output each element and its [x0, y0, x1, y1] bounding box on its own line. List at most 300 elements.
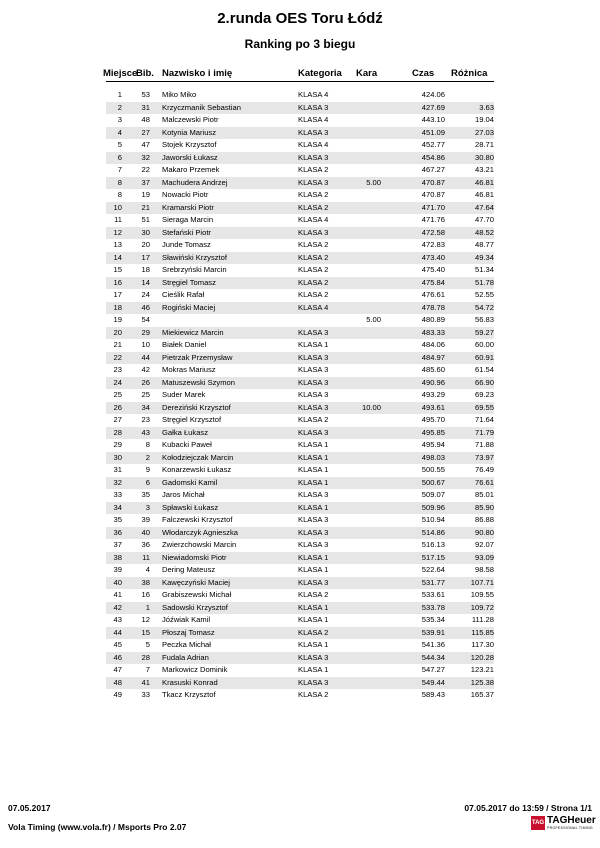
table-row	[106, 327, 494, 340]
cell-diff: 92.07	[474, 540, 494, 549]
cell-category: KLASA 4	[298, 215, 329, 224]
cell-name: Jaros Michał	[162, 490, 205, 499]
cell-category: KLASA 3	[298, 427, 329, 437]
table-row	[106, 389, 494, 402]
table-row	[106, 477, 494, 490]
cell-category: KLASA 1	[298, 602, 329, 612]
cell-time: 493.29	[421, 390, 445, 399]
cell-name: Jóźwiak Kamil	[162, 615, 211, 624]
cell-position: 49	[113, 690, 122, 699]
cell-position: 5	[117, 140, 122, 149]
table-row	[106, 602, 494, 615]
logo-text: TAGHeuer	[547, 815, 596, 826]
cell-name: Miko Miko	[162, 90, 197, 99]
cell-position: 37	[113, 540, 122, 549]
cell-category: KLASA 1	[298, 665, 329, 674]
table-row	[106, 214, 494, 227]
table-row	[106, 427, 494, 440]
table-row	[106, 189, 494, 202]
table-row	[106, 489, 494, 502]
cell-bib: 29	[141, 327, 150, 337]
cell-bib: 31	[141, 102, 150, 112]
table-row	[106, 589, 494, 602]
cell-diff: 59.27	[474, 327, 494, 337]
cell-category: KLASA 2	[298, 240, 329, 249]
cell-time: 533.78	[421, 602, 445, 612]
cell-penalty: 5.00	[366, 177, 381, 187]
cell-name: Makaro Przemek	[162, 165, 220, 174]
cell-position: 26	[113, 402, 122, 412]
cell-time: 522.64	[421, 565, 445, 574]
cell-time: 476.61	[421, 290, 445, 299]
cell-category: KLASA 4	[298, 90, 329, 99]
cell-position: 40	[113, 577, 122, 587]
cell-diff: 73.97	[474, 452, 494, 462]
cell-category: KLASA 2	[298, 202, 329, 212]
cell-diff: 60.91	[474, 352, 494, 362]
cell-name: Rogiński Maciej	[162, 302, 216, 312]
table-row	[106, 239, 494, 252]
table-row	[106, 527, 494, 540]
cell-bib: 7	[145, 665, 150, 674]
cell-bib: 44	[141, 352, 150, 362]
cell-position: 28	[113, 427, 122, 437]
tagheuer-logo	[531, 815, 596, 831]
table-row	[106, 402, 494, 415]
table-row	[106, 177, 494, 190]
cell-diff: 98.58	[474, 565, 494, 574]
cell-diff: 69.23	[474, 390, 494, 399]
cell-position: 11	[114, 215, 122, 224]
cell-bib: 42	[141, 365, 150, 374]
cell-position: 22	[113, 352, 122, 362]
cell-name: Stefański Piotr	[162, 227, 211, 237]
cell-category: KLASA 3	[298, 390, 329, 399]
column-header-name: Nazwisko i imię	[162, 68, 233, 79]
cell-diff: 43.21	[474, 165, 494, 174]
cell-diff: 93.09	[474, 552, 494, 562]
cell-diff: 54.72	[474, 302, 494, 312]
cell-name: Stojek Krzysztof	[162, 140, 217, 149]
cell-category: KLASA 1	[298, 565, 329, 574]
table-row	[106, 652, 494, 665]
cell-category: KLASA 3	[298, 402, 329, 412]
cell-time: 467.27	[421, 165, 445, 174]
cell-penalty: 5.00	[366, 315, 381, 324]
cell-name: Gadomski Kamil	[162, 477, 218, 487]
cell-time: 531.77	[421, 577, 445, 587]
cell-time: 498.03	[421, 452, 445, 462]
column-header-time: Czas	[412, 68, 435, 79]
cell-name: Zwierzchowski Marcin	[162, 540, 237, 549]
cell-position: 1	[117, 90, 122, 99]
cell-position: 31	[113, 465, 122, 474]
cell-category: KLASA 3	[298, 177, 329, 187]
cell-bib: 39	[141, 515, 150, 524]
cell-bib: 9	[145, 465, 150, 474]
cell-name: Kawęczyński Maciej	[162, 577, 230, 587]
cell-position: 38	[113, 552, 122, 562]
cell-diff: 115.85	[471, 627, 494, 637]
cell-category: KLASA 3	[298, 352, 329, 362]
cell-category: KLASA 2	[298, 190, 329, 199]
cell-time: 427.69	[421, 102, 445, 112]
cell-category: KLASA 4	[298, 115, 329, 124]
cell-name: Pietrzak Przemysław	[162, 352, 233, 362]
cell-diff: 19.04	[474, 115, 494, 124]
cell-diff: 30.80	[474, 152, 494, 162]
cell-bib: 34	[141, 402, 150, 412]
cell-position: 33	[113, 490, 122, 499]
cell-diff: 109.72	[470, 602, 494, 612]
cell-bib: 11	[142, 552, 150, 562]
cell-bib: 14	[141, 277, 150, 287]
cell-diff: 28.71	[474, 140, 494, 149]
cell-position: 23	[113, 365, 122, 374]
cell-name: Gałka Łukasz	[162, 427, 209, 437]
cell-bib: 8	[145, 440, 150, 449]
cell-time: 470.87	[421, 190, 445, 199]
cell-bib: 5	[145, 640, 150, 649]
cell-bib: 17	[141, 252, 150, 262]
cell-diff: 85.01	[474, 490, 494, 499]
cell-bib: 24	[141, 290, 150, 299]
cell-position: 18	[113, 302, 122, 312]
cell-time: 500.67	[421, 477, 445, 487]
cell-position: 10	[113, 202, 122, 212]
cell-position: 3	[117, 115, 122, 124]
cell-time: 475.40	[421, 265, 445, 274]
footer-printed: 07.05.2017 do 13:59 / Strona 1/1	[464, 803, 592, 813]
cell-category: KLASA 4	[298, 302, 329, 312]
cell-name: Nowacki Piotr	[162, 190, 209, 199]
cell-position: 17	[113, 290, 122, 299]
cell-bib: 35	[141, 490, 150, 499]
cell-name: Krzyczmanik Sebastian	[162, 102, 241, 112]
table-row	[106, 664, 494, 677]
table-row	[106, 627, 494, 640]
table-row	[106, 364, 494, 377]
cell-position: 36	[113, 527, 122, 537]
cell-bib: 32	[141, 152, 150, 162]
cell-time: 424.06	[421, 90, 445, 99]
cell-category: KLASA 2	[298, 265, 329, 274]
cell-position: 14	[113, 252, 122, 262]
cell-bib: 26	[141, 377, 150, 387]
cell-bib: 51	[141, 215, 150, 224]
cell-bib: 18	[141, 265, 150, 274]
cell-diff: 71.88	[474, 440, 494, 449]
table-row	[106, 252, 494, 265]
cell-position: 48	[113, 677, 122, 687]
cell-position: 21	[113, 340, 122, 349]
cell-time: 472.58	[421, 227, 445, 237]
table-row	[106, 552, 494, 565]
table-row	[106, 164, 494, 177]
cell-category: KLASA 2	[298, 690, 329, 699]
column-header-bib: Bib.	[136, 68, 154, 79]
cell-diff: 27.03	[474, 127, 494, 137]
table-row	[106, 577, 494, 590]
cell-category: KLASA 2	[298, 590, 329, 599]
cell-category: KLASA 2	[298, 627, 329, 637]
cell-position: 32	[113, 477, 122, 487]
cell-name: Kołodziejczak Marcin	[162, 452, 234, 462]
cell-name: Fudala Adrian	[162, 652, 209, 662]
cell-name: Kubacki Paweł	[162, 440, 212, 449]
cell-diff: 117.30	[471, 640, 494, 649]
table-row	[106, 289, 494, 302]
cell-bib: 48	[141, 115, 150, 124]
cell-bib: 16	[141, 590, 150, 599]
cell-category: KLASA 3	[298, 152, 329, 162]
cell-position: 4	[117, 127, 122, 137]
cell-name: Suder Marek	[162, 390, 206, 399]
cell-position: 47	[113, 665, 122, 674]
cell-diff: 76.49	[474, 465, 494, 474]
cell-bib: 46	[141, 302, 150, 312]
cell-category: KLASA 1	[298, 477, 329, 487]
cell-position: 25	[113, 390, 122, 399]
cell-bib: 22	[141, 165, 150, 174]
cell-time: 451.09	[421, 127, 445, 137]
cell-diff: 85.90	[474, 502, 494, 512]
cell-name: Krasuski Konrad	[162, 677, 218, 687]
cell-name: Sławiński Krzysztof	[162, 252, 227, 262]
cell-time: 495.85	[421, 427, 445, 437]
cell-position: 2	[117, 102, 122, 112]
cell-time: 483.33	[421, 327, 445, 337]
cell-time: 509.07	[421, 490, 445, 499]
cell-category: KLASA 3	[298, 490, 329, 499]
cell-position: 7	[117, 165, 122, 174]
cell-category: KLASA 1	[298, 502, 329, 512]
cell-time: 454.86	[421, 152, 445, 162]
cell-time: 517.15	[421, 552, 445, 562]
cell-name: Malczewski Piotr	[162, 115, 219, 124]
tagheuer-shield-icon: TAG	[531, 816, 545, 830]
cell-diff: 111.28	[471, 615, 494, 624]
cell-time: 484.97	[421, 352, 445, 362]
cell-time: 493.61	[421, 402, 445, 412]
table-row	[106, 264, 494, 277]
cell-diff: 120.28	[470, 652, 494, 662]
logo-subtext: PROFESSIONAL TIMING	[547, 826, 593, 830]
table-row	[106, 452, 494, 465]
cell-position: 24	[113, 377, 122, 387]
cell-time: 443.10	[421, 115, 445, 124]
cell-diff: 125.38	[470, 677, 494, 687]
cell-time: 495.94	[421, 440, 445, 449]
cell-category: KLASA 3	[298, 327, 329, 337]
table-row	[106, 202, 494, 215]
cell-time: 473.40	[421, 252, 445, 262]
cell-category: KLASA 4	[298, 140, 329, 149]
cell-name: Tkacz Krzysztof	[162, 690, 216, 699]
cell-position: 39	[113, 565, 122, 574]
cell-category: KLASA 1	[298, 552, 329, 562]
cell-category: KLASA 3	[298, 527, 329, 537]
page-title: 2.runda OES Toru Łódź	[217, 10, 383, 27]
cell-time: 516.13	[421, 540, 445, 549]
cell-position: 8	[117, 190, 122, 199]
cell-position: 46	[113, 652, 122, 662]
table-row	[106, 302, 494, 315]
cell-bib: 10	[141, 340, 150, 349]
cell-position: 8	[117, 177, 122, 187]
cell-category: KLASA 1	[298, 452, 329, 462]
cell-category: KLASA 2	[298, 415, 329, 424]
cell-bib: 19	[141, 190, 150, 199]
cell-time: 549.44	[421, 677, 445, 687]
cell-diff: 107.71	[470, 577, 494, 587]
cell-name: Falczewski Krzysztof	[162, 515, 233, 524]
cell-category: KLASA 2	[298, 252, 329, 262]
cell-position: 43	[113, 615, 122, 624]
cell-name: Sadowski Krzysztof	[162, 602, 228, 612]
cell-bib: 15	[141, 627, 150, 637]
cell-diff: 46.81	[474, 177, 494, 187]
cell-name: Junde Tomasz	[162, 240, 211, 249]
cell-category: KLASA 2	[298, 290, 329, 299]
column-header-diff: Różnica	[451, 68, 488, 79]
cell-name: Mokras Mariusz	[162, 365, 216, 374]
cell-time: 509.96	[421, 502, 445, 512]
cell-diff: 71.64	[474, 415, 494, 424]
cell-position: 35	[113, 515, 122, 524]
cell-bib: 27	[141, 127, 150, 137]
cell-name: Miekiewicz Marcin	[162, 327, 224, 337]
cell-diff: 49.34	[474, 252, 494, 262]
cell-bib: 33	[141, 690, 150, 699]
table-row	[106, 314, 494, 327]
cell-bib: 23	[141, 415, 150, 424]
cell-diff: 3.63	[479, 102, 494, 112]
table-row	[106, 677, 494, 690]
cell-category: KLASA 1	[298, 440, 329, 449]
cell-time: 544.34	[421, 652, 445, 662]
cell-bib: 3	[145, 502, 150, 512]
table-row	[106, 464, 494, 477]
cell-bib: 28	[141, 652, 150, 662]
cell-penalty: 10.00	[361, 402, 381, 412]
cell-name: Białek Daniel	[162, 340, 207, 349]
cell-category: KLASA 3	[298, 577, 329, 587]
cell-bib: 2	[145, 452, 150, 462]
cell-diff: 165.37	[470, 690, 494, 699]
cell-diff: 48.52	[474, 227, 494, 237]
cell-time: 510.94	[421, 515, 445, 524]
table-row	[106, 514, 494, 527]
cell-position: 34	[113, 502, 122, 512]
table-row	[106, 339, 494, 352]
cell-position: 12	[113, 227, 122, 237]
header-divider	[106, 81, 494, 82]
cell-position: 27	[113, 415, 122, 424]
cell-name: Sieraga Marcin	[162, 215, 214, 224]
footer-date: 07.05.2017	[8, 803, 51, 813]
cell-diff: 66.90	[474, 377, 494, 387]
cell-name: Matuszewski Szymon	[162, 377, 236, 387]
table-row	[106, 564, 494, 577]
cell-diff: 76.61	[474, 477, 494, 487]
cell-diff: 61.54	[474, 365, 494, 374]
cell-name: Cieślik Rafał	[162, 290, 205, 299]
cell-time: 535.34	[421, 615, 445, 624]
cell-diff: 123.21	[470, 665, 494, 674]
cell-bib: 4	[145, 565, 150, 574]
table-row	[106, 377, 494, 390]
cell-diff: 47.70	[474, 215, 494, 224]
cell-category: KLASA 3	[298, 652, 329, 662]
cell-bib: 43	[141, 427, 150, 437]
table-row	[106, 227, 494, 240]
cell-category: KLASA 2	[298, 165, 329, 174]
cell-diff: 52.55	[474, 290, 494, 299]
cell-diff: 60.00	[474, 340, 494, 349]
cell-time: 472.83	[421, 240, 445, 249]
cell-time: 533.61	[421, 590, 445, 599]
cell-time: 500.55	[421, 465, 445, 474]
cell-bib: 20	[141, 240, 150, 249]
cell-time: 471.70	[421, 202, 445, 212]
cell-diff: 56.83	[474, 315, 494, 324]
cell-diff: 71.79	[474, 427, 494, 437]
cell-time: 470.87	[421, 177, 445, 187]
cell-time: 539.91	[421, 627, 445, 637]
cell-category: KLASA 3	[298, 102, 329, 112]
cell-bib: 47	[141, 140, 150, 149]
cell-name: Płoszaj Tomasz	[162, 627, 215, 637]
cell-category: KLASA 1	[298, 340, 329, 349]
cell-time: 589.43	[421, 690, 445, 699]
cell-name: Dering Mateusz	[162, 565, 216, 574]
table-row	[106, 439, 494, 452]
table-row	[106, 414, 494, 427]
cell-category: KLASA 3	[298, 365, 329, 374]
cell-position: 44	[113, 627, 122, 637]
cell-category: KLASA 1	[298, 615, 329, 624]
cell-category: KLASA 3	[298, 127, 329, 137]
cell-time: 478.78	[421, 302, 445, 312]
cell-position: 16	[113, 277, 122, 287]
table-row	[106, 502, 494, 515]
cell-diff: 48.77	[474, 240, 494, 249]
cell-name: Kramarski Piotr	[162, 202, 214, 212]
cell-diff: 47.64	[474, 202, 494, 212]
cell-bib: 41	[141, 677, 150, 687]
cell-name: Peczka Michał	[162, 640, 211, 649]
cell-bib: 6	[145, 477, 150, 487]
table-row	[106, 114, 494, 127]
cell-position: 42	[113, 602, 122, 612]
cell-name: Srebrzyński Marcin	[162, 265, 227, 274]
table-row	[106, 539, 494, 552]
table-row	[106, 89, 494, 102]
cell-time: 547.27	[421, 665, 445, 674]
cell-diff: 86.88	[474, 515, 494, 524]
footer-credit: Vola Timing (www.vola.fr) / Msports Pro 2.07	[8, 822, 187, 832]
cell-position: 13	[113, 240, 122, 249]
cell-diff: 51.78	[474, 277, 494, 287]
cell-name: Dereziński Krzysztof	[162, 402, 231, 412]
table-row	[106, 614, 494, 627]
cell-category: KLASA 3	[298, 515, 329, 524]
cell-time: 514.86	[421, 527, 445, 537]
column-header-category: Kategoria	[298, 68, 342, 79]
cell-bib: 1	[145, 602, 150, 612]
column-header-penalty: Kara	[356, 68, 378, 79]
